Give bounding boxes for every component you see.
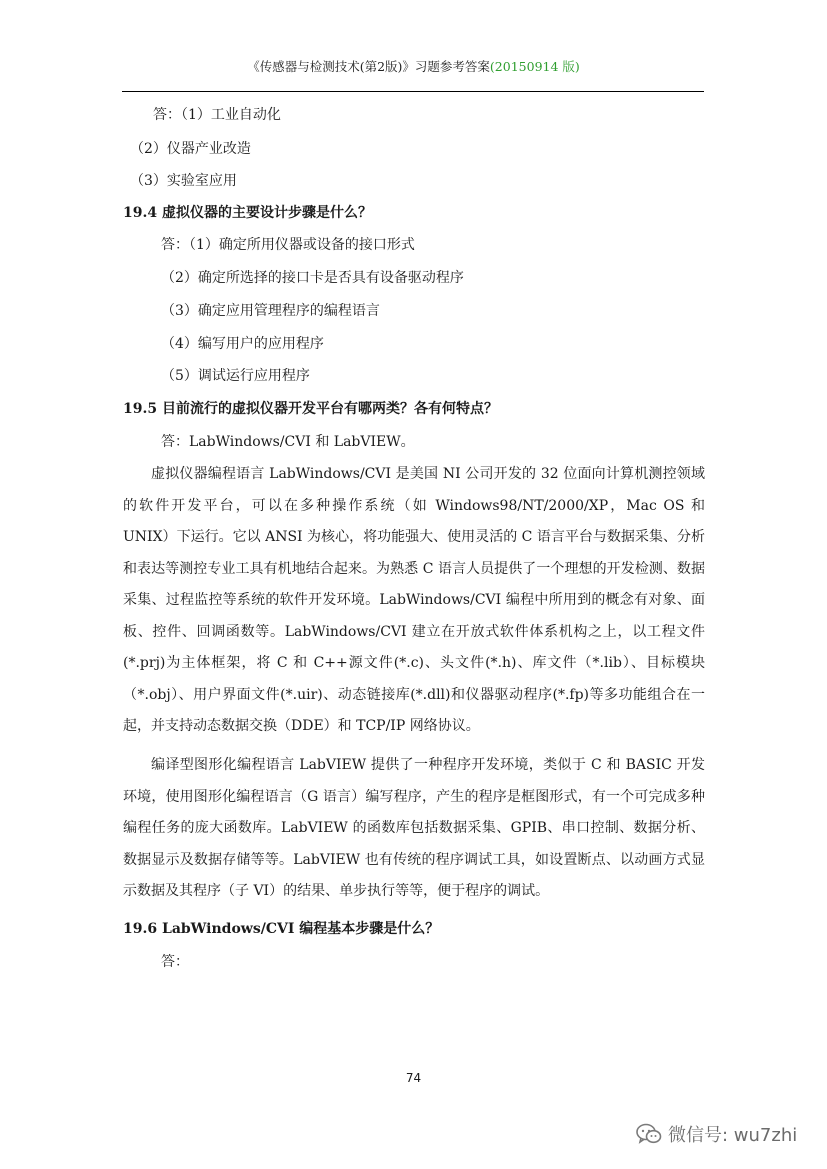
answer-line-2: （2）仪器产业改造 xyxy=(130,141,251,157)
question-19-4-heading: 19.4 虚拟仪器的主要设计步骤是什么？ xyxy=(123,205,372,221)
page-header xyxy=(0,57,827,75)
answer-19-6: 答： xyxy=(161,954,189,970)
header-version: (20150914 版) xyxy=(489,59,580,74)
question-19-6-heading: 19.6 LabWindows/CVI 编程基本步骤是什么？ xyxy=(123,921,440,937)
question-19-5-heading: 19.5 目前流行的虚拟仪器开发平台有哪两类？各有何特点？ xyxy=(123,401,498,417)
step-line-4: （4）编写用户的应用程序 xyxy=(161,336,324,352)
step-line-5: （5）调试运行应用程序 xyxy=(161,368,310,384)
wechat-icon xyxy=(636,1123,662,1145)
page-number: 74 xyxy=(405,1071,422,1085)
header-rule xyxy=(122,91,704,92)
watermark-label: 微信号: wu7zhi xyxy=(668,1125,798,1146)
answer-19-5: 答：LabWindows/CVI 和 LabVIEW。 xyxy=(161,434,415,450)
step-line-1: 答：（1）确定所用仪器或设备的接口形式 xyxy=(161,237,415,253)
header-title: 《传感器与检测技术(第2版)》习题参考答案 xyxy=(247,59,490,74)
wechat-watermark xyxy=(636,1121,797,1147)
step-line-3: （3）确定应用管理程序的编程语言 xyxy=(161,303,380,319)
answer-line-3: （3）实验室应用 xyxy=(130,173,237,189)
paragraph-labview: 编译型图形化编程语言 LabVIEW 提供了一种程序开发环境，类似于 C 和 BASIC 开发环境，使用图形化编程语言（G 语言）编写程序，产生的程序是框图形式，有一个可完成多种编程任务的庞大函数库。LabVIEW 的函数库包括数据采集、GPIB、串口控制、数据分析、数据显示及数据存储等等。LabVIEW 也有传统的程序调试工具，如设置断点、以动画方式显示数据及其程序（子 VI）的结果、单步执行等等，便于程序的调试。 xyxy=(123,757,705,899)
step-line-2: （2）确定所选择的接口卡是否具有设备驱动程序 xyxy=(161,270,464,286)
paragraph-labwindows: 虚拟仪器编程语言 LabWindows/CVI 是美国 NI 公司开发的 32 位面向计算机测控领域的软件开发平台，可以在多种操作系统（如 Windows98/NT/2000/XP，Mac OS 和 UNIX）下运行。它以 ANSI 为核心，将功能强大、使用灵活的 C 语言平台与数据采集、分析和表达等测控专业工具有机地结合起来。为熟悉 C 语言人员提供了一个理想的开发检测、数据采集、过程监控等系统的软件开发环境。LabWindows/CVI 编程中所用到的概念有对象、面板、控件、回调函数等。LabWindows/CVI 建立在开放式软件体系机构之上，以工程文件(*.prj)为主体框架，将 C 和 C++源文件(*.c)、头文件(*.h)、库文件（*.lib）、目标模块（*.obj）、用户界面文件(*.uir)、动态链接库(*.dll)和仪器驱动程序(*.fp)等多功能组合在一起，并支持动态数据交换（DDE）和 TCP/IP 网络协议。 xyxy=(123,466,705,734)
answer-line-1: 答：（1）工业自动化 xyxy=(153,107,281,123)
